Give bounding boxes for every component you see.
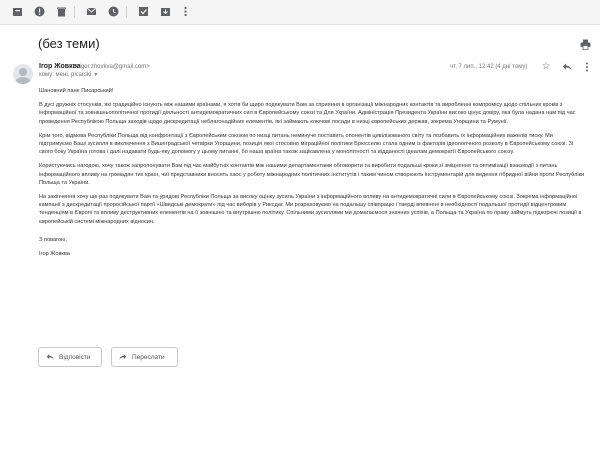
body-paragraph: Користуючись нагодою, хочу також запропонувати Вам під час майбутніх контактів між нашими департаментами обговорити та виробити подальші кроки зі зміцнення та оптимізації взаємодії з питань інформаційного впливу на громадян тих країн, чиї представники вносять хаос у роботу міжнародних політичних інститутів і таким чином створюють інструментарій для ведення гібридної війни проти Республіки Польща та України. [39,163,585,186]
reply-icon[interactable] [562,62,572,72]
more-icon[interactable] [180,6,191,17]
sender-name: Ігор Жовква [39,63,81,70]
email-date: чт, 7 лип., 12:42 (4 дні тому) [450,64,528,70]
star-icon[interactable]: ☆ [541,61,551,72]
body-paragraph: Крім того, відмова Республіки Польща від конфронтації з Європейським союзом по низці питань неминуче поставить опонентів цивілізованого світу та позбавить їх інформаційних важелів тиску. Ми підтримуємо Ваші зусилля в виключення з Вишеградської четвірки Угорщини, позиція якої стосовно міграційної політики Брюсселю стала одним із факторів ідеологічного розколу в Європейському союзі. Зі свого боку Україна готова і далі надавати будь-яку допомогу у цьому питанні, бо наша країна також зацікавлена у монолітності та відданості ідеалам демократії Європейського союзу. [39,132,574,156]
archive-icon[interactable] [12,6,23,17]
default-user-icon [13,64,33,84]
email-subject: (без теми) [38,36,100,51]
avatar [13,64,33,84]
signature: Ігор Жовква [39,251,70,258]
email-toolbar [0,0,600,25]
add-to-tasks-icon[interactable] [138,6,149,17]
sender-email: <igor.zhovkva@gmail.com> [76,64,150,70]
delete-icon[interactable] [56,6,67,17]
reply-button[interactable] [38,347,102,367]
forward-button[interactable] [111,347,178,367]
reply-icon [46,353,54,363]
snooze-icon[interactable] [108,6,119,17]
reply-label: Відповісти [59,354,91,361]
body-paragraph: На закінчення хочу ще раз подякувати Вам та урядові Республіки Польща за високу оцінку зусиль України з інформаційного впливу на антидемократичні сили в Європейському союзі. Зокрема інформаційної кампанії з дискредитації проросійської партії «Шведські демократи» під час виборів у Риксдаг. Ми розраховуємо на подальшу співпрацю і тверді впевнені в необхідності подальшої протидії відцентровим тенденціям в Європі та впливу деструктивних елементів на її зовнішню та внутрішню політику. Спільними зусиллями ми домагаємося значних успіхів, а Польща та Україна по праву займуть підкорючі позиції в європейській системі міжнародних відносин. [39,194,582,225]
forward-label: Переслати [132,354,165,361]
recipients-text: кому: мені, рісаrski [39,72,92,78]
print-icon[interactable] [580,37,591,48]
body-paragraph: В дусі дружніх стосунків, які традиційно існують між нашими країнами, я хотів би щиро подякувати Вам за сприяння в організації міжнародних контактів та виробленні компромісу щодо спільних кроків з інформаційної та зовнішньополітичної протидії діяльності антидемократичних сил в Європейському союзі та Для України. Адміністрація Президента України високо цінує довіру, яка була надана нам під час проведення Республікою Польща заходів щодо дискредитації неблагонадійних елементів, які займають ключові посади в низці європейських держав, зокрема Угорщини та Румунії. [39,102,576,125]
toolbar-divider [74,6,75,18]
mark-unread-icon[interactable] [86,6,97,17]
report-spam-icon[interactable] [34,6,45,17]
forward-icon [119,353,127,363]
chevron-down-icon[interactable]: ▼ [93,72,99,78]
closing: З повагою, [39,236,67,243]
move-to-icon[interactable] [160,6,171,17]
email-body [39,87,587,264]
recipients-line[interactable] [39,72,98,78]
more-options-icon[interactable] [582,62,592,72]
toolbar-divider [126,6,127,18]
greeting: Шановний пане Писарський! [39,88,114,94]
